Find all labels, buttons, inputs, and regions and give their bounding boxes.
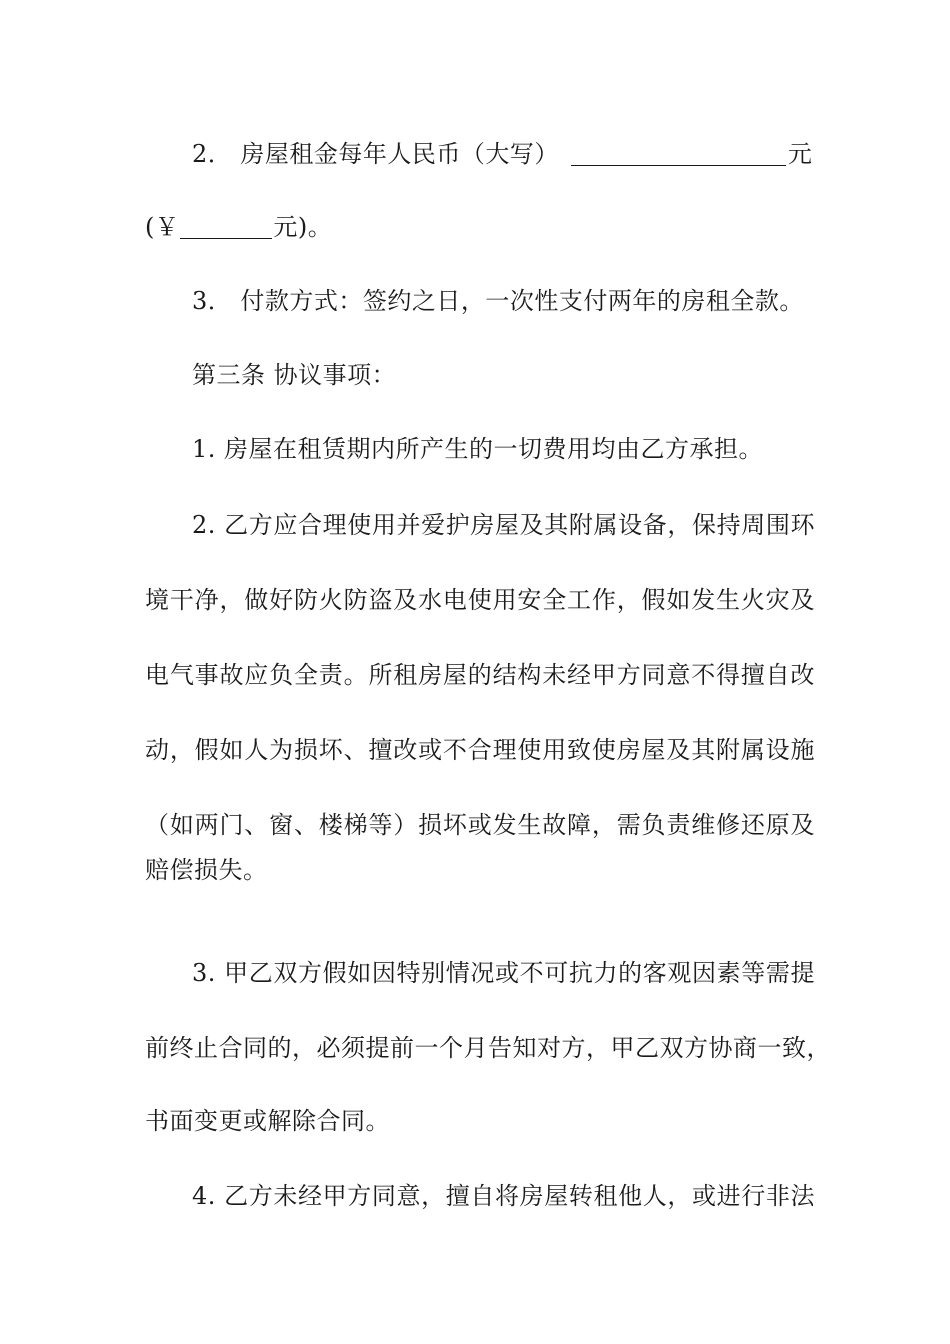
rent-figure-prefix: (￥ — [145, 213, 180, 241]
rent-amount-unit: 元 — [787, 140, 813, 168]
clause-line: 1. 房屋在租赁期内所产生的一切费用均由乙方承担。 — [192, 435, 764, 463]
clause-line: 前终止合同的，必须提前一个月告知对方，甲乙双方协商一致， — [145, 1034, 831, 1062]
rent-amount-line — [192, 139, 815, 169]
rent-amount-blank — [571, 141, 786, 166]
clause-line: 2. 乙方应合理使用并爱护房屋及其附属设备，保持周围环 — [192, 511, 815, 539]
payment-method-line: 3． 付款方式：签约之日，一次性支付两年的房租全款。 — [192, 287, 804, 315]
clause-line: （如两门、窗、楼梯等）损坏或发生故障，需负责维修还原及 — [145, 811, 815, 839]
rent-figure-line — [145, 212, 815, 242]
clause-line: 境干净，做好防火防盗及水电使用安全工作，假如发生火灾及 — [145, 586, 815, 614]
clause-line: 赔偿损失。 — [145, 856, 268, 884]
rent-figure-blank — [180, 214, 272, 239]
rent-figure-suffix: 元)。 — [273, 213, 333, 241]
section-heading: 第三条 协议事项： — [192, 361, 397, 389]
clause-line: 4. 乙方未经甲方同意，擅自将房屋转租他人，或进行非法 — [192, 1182, 815, 1210]
clause-line: 电气事故应负全责。所租房屋的结构未经甲方同意不得擅自改 — [145, 661, 815, 689]
rent-amount-label: 2． 房屋租金每年人民币（大写） — [192, 140, 559, 168]
clause-line: 书面变更或解除合同。 — [145, 1107, 390, 1135]
clause-line: 3. 甲乙双方假如因特别情况或不可抗力的客观因素等需提 — [192, 959, 815, 987]
clause-line: 动，假如人为损坏、擅改或不合理使用致使房屋及其附属设施 — [145, 736, 815, 764]
